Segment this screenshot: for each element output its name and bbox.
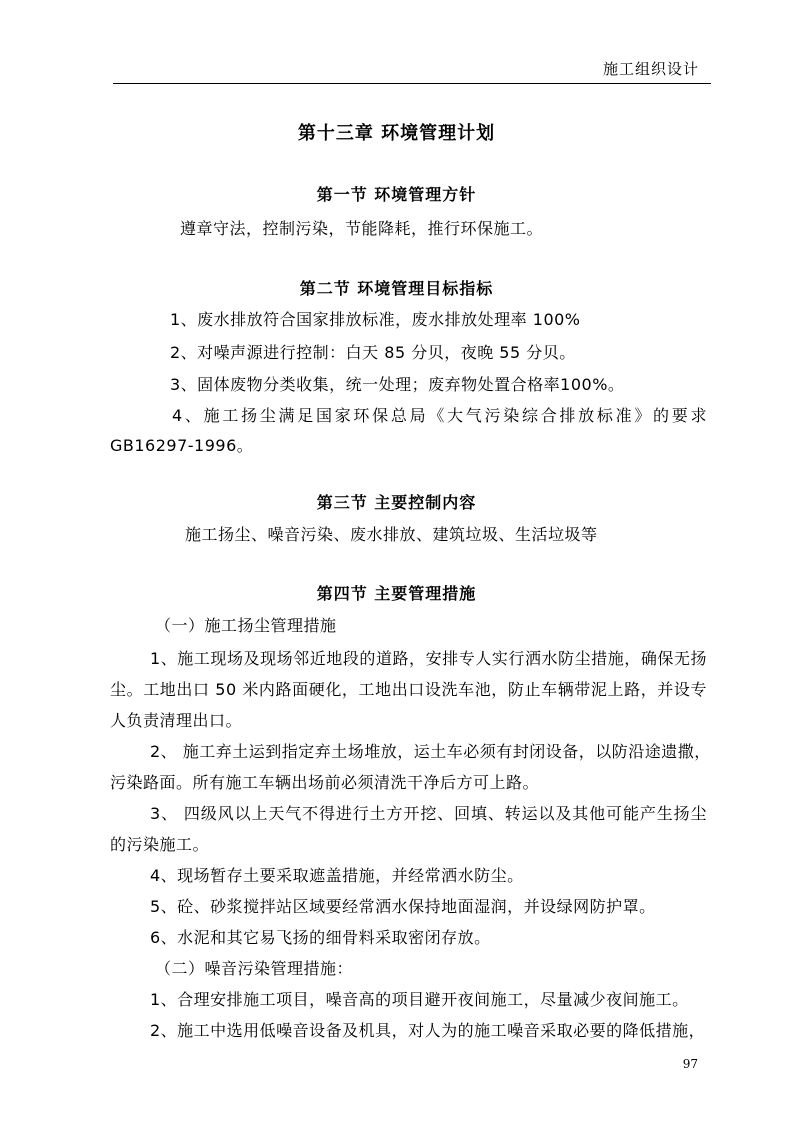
section-2-line-4: 4、施工扬尘满足国家环保总局《大气污染综合排放标准》的要求 [172, 406, 707, 425]
section-1-title: 第一节 环境管理方针 [316, 185, 477, 204]
chapter-title: 第十三章 环境管理计划 [297, 123, 496, 144]
page-number: 97 [682, 1057, 698, 1071]
section-2-line-2: 2、对噪声源进行控制：白天 85 分贝，夜晚 55 分贝。 [170, 343, 576, 362]
section-4-line-6: 污染路面。所有施工车辆出场前必须清洗干净后方可上路。 [110, 773, 540, 792]
section-2-title: 第二节 环境管理目标指标 [299, 279, 494, 298]
section-4-line-14: 2、施工中选用低噪音设备及机具，对人为的施工噪音采取必要的降低措施， [150, 1021, 706, 1040]
section-4-line-7: 3、 四级风以上天气不得进行土方开挖、回填、转运以及其他可能产生扬尘 [150, 804, 707, 823]
section-2-line-5: GB16297-1996。 [110, 436, 254, 455]
section-1-line-1: 遵章守法，控制污染，节能降耗，推行环保施工。 [180, 219, 544, 238]
section-4-line-8: 的污染施工。 [110, 835, 210, 854]
section-4-line-9: 4、现场暂存土要采取遮盖措施，并经常洒水防尘。 [150, 866, 524, 885]
section-3-title: 第三节 主要控制内容 [316, 493, 477, 512]
section-2-line-1: 1、废水排放符合国家排放标准，废水排放处理率 100% [170, 310, 581, 329]
header-divider [113, 83, 711, 84]
section-3-line-1: 施工扬尘、噪音污染、废水排放、建筑垃圾、生活垃圾等 [185, 525, 598, 544]
section-4-line-5: 2、 施工弃土运到指定弃土场堆放，运土车必须有封闭设备，以防沿途遗撒， [150, 742, 711, 761]
section-4-line-1: （一）施工扬尘管理措施 [155, 616, 337, 635]
section-4-line-11: 6、水泥和其它易飞扬的细骨料采取密闭存放。 [150, 928, 491, 947]
section-4-line-10: 5、砼、砂浆搅拌站区域要经常洒水保持地面湿润，并设绿网防护罩。 [150, 897, 656, 916]
section-4-line-2: 1、施工现场及现场邻近地段的道路，安排专人实行洒水防尘措施，确保无扬 [150, 649, 707, 668]
section-2-line-3: 3、固体废物分类收集，统一处理；废弃物处置合格率100%。 [170, 375, 625, 394]
section-4-line-3: 尘。工地出口 50 米内路面硬化，工地出口设洗车池，防止车辆带泥上路，并设专 [110, 680, 707, 699]
section-4-title: 第四节 主要管理措施 [316, 584, 477, 603]
section-4-line-4: 人负责清理出口。 [110, 711, 243, 730]
section-4-line-13: 1、合理安排施工项目，噪音高的项目避开夜间施工，尽量减少夜间施工。 [150, 990, 689, 1009]
section-4-line-12: （二）噪音污染管理措施： [155, 959, 354, 978]
running-header-title: 施工组织设计 [602, 60, 699, 78]
